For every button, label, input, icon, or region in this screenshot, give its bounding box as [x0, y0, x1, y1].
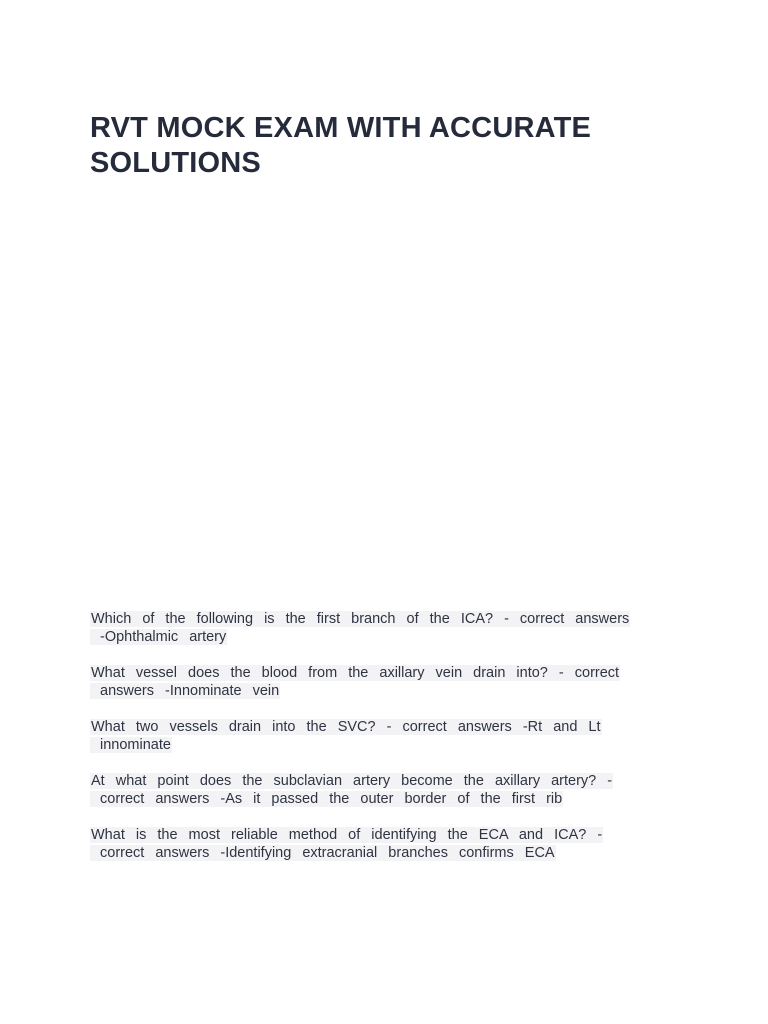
qa-answer-1: -Ophthalmic artery	[90, 629, 227, 645]
qa-answer-5: correct answers -Identifying extracranial branches confirms ECA	[90, 845, 556, 861]
qa-answer-3: innominate	[90, 737, 172, 753]
qa-item-5	[90, 826, 680, 862]
qa-question-3: What two vessels drain into the SVC? - correct answers -Rt and Lt	[91, 719, 601, 735]
qa-question-5: What is the most reliable method of identifying the ECA and ICA? -	[91, 827, 603, 843]
qa-item-2	[90, 664, 680, 700]
qa-question-4: At what point does the subclavian artery become the axillary artery? -	[91, 773, 613, 789]
qa-item-4	[90, 772, 680, 808]
qa-question-1: Which of the following is the first branch of the ICA? - correct answers	[91, 611, 630, 627]
document-title: RVT MOCK EXAM WITH ACCURATE SOLUTIONS	[90, 112, 592, 179]
qa-answer-4: correct answers -As it passed the outer border of the first rib	[90, 791, 563, 807]
qa-item-3	[90, 718, 680, 754]
qa-answer-2: answers -Innominate vein	[90, 683, 280, 699]
qa-item-1	[90, 610, 680, 646]
qa-question-2: What vessel does the blood from the axillary vein drain into? - correct	[91, 665, 620, 681]
qa-list	[90, 610, 680, 880]
